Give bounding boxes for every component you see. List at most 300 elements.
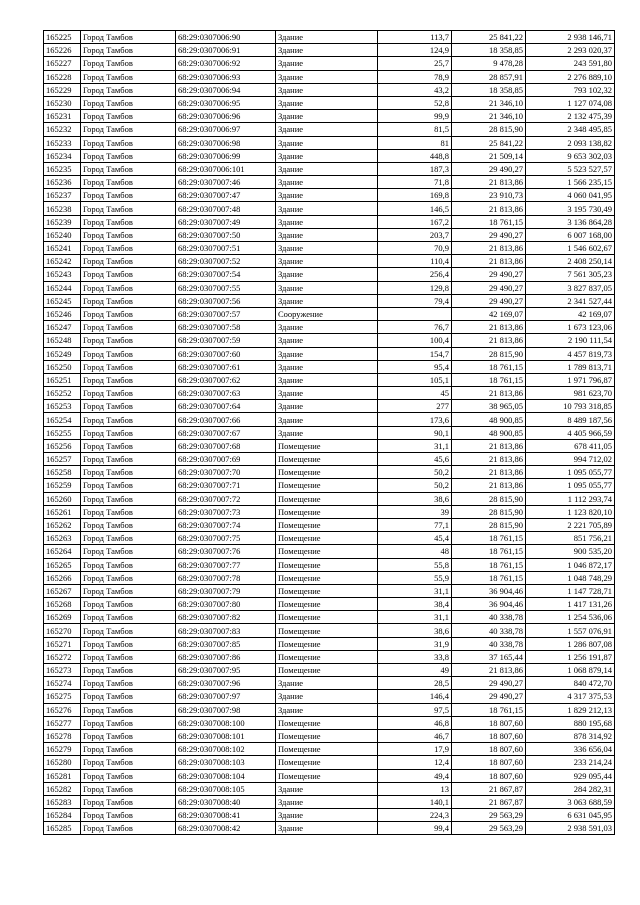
table-row [44, 650, 615, 663]
area-cell: 256,4 [378, 268, 452, 281]
area-cell: 167,2 [378, 215, 452, 228]
area-cell: 277 [378, 400, 452, 413]
object-type-cell: Здание [276, 809, 378, 822]
city-cell: Город Тамбов [81, 70, 176, 83]
city-cell: Город Тамбов [81, 453, 176, 466]
object-type-cell: Здание [276, 268, 378, 281]
cadastral-number-cell: 68:29:0307007:77 [176, 558, 276, 571]
table-row [44, 545, 615, 558]
area-cell: 38,6 [378, 492, 452, 505]
cadastral-value-cell: 4 060 041,95 [526, 189, 615, 202]
row-id: 165243 [44, 268, 81, 281]
area-cell: 49 [378, 664, 452, 677]
area-cell: 43,2 [378, 83, 452, 96]
city-cell: Город Тамбов [81, 729, 176, 742]
table-row [44, 96, 615, 109]
unit-price-cell: 21 813,86 [452, 334, 526, 347]
object-type-cell: Помещение [276, 769, 378, 782]
cadastral-number-cell: 68:29:0307007:47 [176, 189, 276, 202]
row-id: 165281 [44, 769, 81, 782]
area-cell: 124,9 [378, 44, 452, 57]
city-cell: Город Тамбов [81, 782, 176, 795]
row-id: 165271 [44, 637, 81, 650]
object-type-cell: Помещение [276, 545, 378, 558]
area-cell: 50,2 [378, 466, 452, 479]
unit-price-cell: 18 807,60 [452, 756, 526, 769]
area-cell: 187,3 [378, 162, 452, 175]
city-cell: Город Тамбов [81, 822, 176, 835]
area-cell: 45 [378, 387, 452, 400]
city-cell: Город Тамбов [81, 321, 176, 334]
area-cell: 76,7 [378, 321, 452, 334]
row-id: 165239 [44, 215, 81, 228]
object-type-cell: Здание [276, 110, 378, 123]
city-cell: Город Тамбов [81, 31, 176, 44]
table-row [44, 611, 615, 624]
row-id: 165277 [44, 716, 81, 729]
unit-price-cell: 29 490,27 [452, 268, 526, 281]
city-cell: Город Тамбов [81, 650, 176, 663]
row-id: 165279 [44, 743, 81, 756]
city-cell: Город Тамбов [81, 268, 176, 281]
table-row [44, 782, 615, 795]
row-id: 165263 [44, 532, 81, 545]
object-type-cell: Помещение [276, 532, 378, 545]
city-cell: Город Тамбов [81, 439, 176, 452]
cadastral-value-cell: 1 789 813,71 [526, 360, 615, 373]
table-row [44, 413, 615, 426]
object-type-cell: Здание [276, 281, 378, 294]
unit-price-cell: 28 815,90 [452, 347, 526, 360]
object-type-cell: Здание [276, 70, 378, 83]
row-id: 165252 [44, 387, 81, 400]
area-cell: 31,9 [378, 637, 452, 650]
table-row [44, 809, 615, 822]
row-id: 165235 [44, 162, 81, 175]
row-id: 165254 [44, 413, 81, 426]
row-id: 165258 [44, 466, 81, 479]
cadastral-number-cell: 68:29:0307007:69 [176, 453, 276, 466]
cadastral-number-cell: 68:29:0307007:46 [176, 176, 276, 189]
cadastral-value-cell: 2 938 591,03 [526, 822, 615, 835]
unit-price-cell: 18 761,15 [452, 215, 526, 228]
cadastral-number-cell: 68:29:0307008:41 [176, 809, 276, 822]
city-cell: Город Тамбов [81, 110, 176, 123]
table-row [44, 690, 615, 703]
row-id: 165278 [44, 729, 81, 742]
area-cell: 95,4 [378, 360, 452, 373]
document-page [43, 30, 615, 835]
unit-price-cell: 29 563,29 [452, 809, 526, 822]
object-type-cell: Здание [276, 57, 378, 70]
area-cell: 33,8 [378, 650, 452, 663]
table-row [44, 294, 615, 307]
row-id: 165257 [44, 453, 81, 466]
cadastral-value-cell: 678 411,05 [526, 439, 615, 452]
table-row [44, 321, 615, 334]
cadastral-value-cell: 880 195,68 [526, 716, 615, 729]
row-id: 165245 [44, 294, 81, 307]
table-row [44, 360, 615, 373]
row-id: 165280 [44, 756, 81, 769]
object-type-cell: Здание [276, 360, 378, 373]
table-row [44, 453, 615, 466]
object-type-cell: Здание [276, 96, 378, 109]
cadastral-number-cell: 68:29:0307008:100 [176, 716, 276, 729]
unit-price-cell: 21 813,86 [452, 202, 526, 215]
cadastral-number-cell: 68:29:0307007:48 [176, 202, 276, 215]
city-cell: Город Тамбов [81, 281, 176, 294]
table-row [44, 492, 615, 505]
unit-price-cell: 18 761,15 [452, 571, 526, 584]
city-cell: Город Тамбов [81, 584, 176, 597]
cadastral-value-cell: 5 523 527,57 [526, 162, 615, 175]
cadastral-number-cell: 68:29:0307006:98 [176, 136, 276, 149]
cadastral-number-cell: 68:29:0307006:90 [176, 31, 276, 44]
row-id: 165283 [44, 795, 81, 808]
row-id: 165225 [44, 31, 81, 44]
cadastral-number-cell: 68:29:0307006:92 [176, 57, 276, 70]
cadastral-value-cell: 2 938 146,71 [526, 31, 615, 44]
cadastral-number-cell: 68:29:0307007:62 [176, 373, 276, 386]
area-cell: 38,6 [378, 624, 452, 637]
city-cell: Город Тамбов [81, 703, 176, 716]
object-type-cell: Здание [276, 255, 378, 268]
city-cell: Город Тамбов [81, 123, 176, 136]
object-type-cell: Помещение [276, 743, 378, 756]
row-id: 165285 [44, 822, 81, 835]
unit-price-cell: 9 478,28 [452, 57, 526, 70]
object-type-cell: Здание [276, 242, 378, 255]
cadastral-value-cell: 3 195 730,49 [526, 202, 615, 215]
object-type-cell: Здание [276, 795, 378, 808]
city-cell: Город Тамбов [81, 624, 176, 637]
area-cell: 99,9 [378, 110, 452, 123]
table-row [44, 769, 615, 782]
cadastral-number-cell: 68:29:0307007:64 [176, 400, 276, 413]
cadastral-number-cell: 68:29:0307008:42 [176, 822, 276, 835]
row-id: 165232 [44, 123, 81, 136]
object-type-cell: Помещение [276, 650, 378, 663]
cadastral-value-cell: 6 631 045,95 [526, 809, 615, 822]
object-type-cell: Помещение [276, 453, 378, 466]
row-id: 165233 [44, 136, 81, 149]
area-cell: 203,7 [378, 228, 452, 241]
table-row [44, 373, 615, 386]
area-cell: 97,5 [378, 703, 452, 716]
row-id: 165273 [44, 664, 81, 677]
area-cell: 52,8 [378, 96, 452, 109]
unit-price-cell: 29 490,27 [452, 228, 526, 241]
area-cell: 173,6 [378, 413, 452, 426]
cadastral-number-cell: 68:29:0307007:56 [176, 294, 276, 307]
object-type-cell: Здание [276, 400, 378, 413]
cadastral-value-cell: 1 971 796,87 [526, 373, 615, 386]
cadastral-value-cell: 2 093 138,82 [526, 136, 615, 149]
row-id: 165231 [44, 110, 81, 123]
unit-price-cell: 28 815,90 [452, 492, 526, 505]
unit-price-cell: 18 761,15 [452, 545, 526, 558]
cadastral-number-cell: 68:29:0307007:70 [176, 466, 276, 479]
row-id: 165275 [44, 690, 81, 703]
row-id: 165259 [44, 479, 81, 492]
cadastral-number-cell: 68:29:0307007:49 [176, 215, 276, 228]
area-cell: 12,4 [378, 756, 452, 769]
area-cell: 146,4 [378, 690, 452, 703]
area-cell: 90,1 [378, 426, 452, 439]
area-cell: 146,5 [378, 202, 452, 215]
table-row [44, 255, 615, 268]
unit-price-cell: 29 490,27 [452, 677, 526, 690]
object-type-cell: Здание [276, 690, 378, 703]
unit-price-cell: 18 807,60 [452, 729, 526, 742]
area-cell: 55,8 [378, 558, 452, 571]
cadastral-number-cell: 68:29:0307007:66 [176, 413, 276, 426]
cadastral-number-cell: 68:29:0307007:97 [176, 690, 276, 703]
unit-price-cell: 29 490,27 [452, 294, 526, 307]
cadastral-value-cell: 1 557 076,91 [526, 624, 615, 637]
cadastral-value-cell: 1 123 820,10 [526, 505, 615, 518]
unit-price-cell: 18 761,15 [452, 532, 526, 545]
row-id: 165268 [44, 598, 81, 611]
city-cell: Город Тамбов [81, 255, 176, 268]
city-cell: Город Тамбов [81, 44, 176, 57]
city-cell: Город Тамбов [81, 83, 176, 96]
cadastral-value-cell: 1 286 807,08 [526, 637, 615, 650]
area-cell: 77,1 [378, 518, 452, 531]
area-cell: 31,1 [378, 439, 452, 452]
unit-price-cell: 18 358,85 [452, 44, 526, 57]
row-id: 165274 [44, 677, 81, 690]
cadastral-value-cell: 336 656,04 [526, 743, 615, 756]
row-id: 165282 [44, 782, 81, 795]
area-cell: 129,8 [378, 281, 452, 294]
city-cell: Город Тамбов [81, 294, 176, 307]
cadastral-value-cell: 1 829 212,13 [526, 703, 615, 716]
row-id: 165242 [44, 255, 81, 268]
row-id: 165267 [44, 584, 81, 597]
cadastral-value-cell: 840 472,70 [526, 677, 615, 690]
table-row [44, 347, 615, 360]
cadastral-value-cell: 994 712,02 [526, 453, 615, 466]
area-cell: 45,6 [378, 453, 452, 466]
cadastral-value-table [43, 30, 615, 835]
object-type-cell: Здание [276, 347, 378, 360]
row-id: 165255 [44, 426, 81, 439]
city-cell: Город Тамбов [81, 96, 176, 109]
cadastral-number-cell: 68:29:0307007:74 [176, 518, 276, 531]
cadastral-value-cell: 1 254 536,06 [526, 611, 615, 624]
row-id: 165272 [44, 650, 81, 663]
area-cell: 154,7 [378, 347, 452, 360]
object-type-cell: Помещение [276, 492, 378, 505]
cadastral-value-cell: 3 136 864,28 [526, 215, 615, 228]
cadastral-number-cell: 68:29:0307007:73 [176, 505, 276, 518]
row-id: 165237 [44, 189, 81, 202]
cadastral-value-cell: 2 348 495,85 [526, 123, 615, 136]
unit-price-cell: 28 815,90 [452, 518, 526, 531]
table-row [44, 466, 615, 479]
object-type-cell: Помещение [276, 664, 378, 677]
city-cell: Город Тамбов [81, 716, 176, 729]
cadastral-number-cell: 68:29:0307007:51 [176, 242, 276, 255]
unit-price-cell: 29 490,27 [452, 281, 526, 294]
table-row [44, 57, 615, 70]
unit-price-cell: 21 813,86 [452, 387, 526, 400]
unit-price-cell: 21 813,86 [452, 242, 526, 255]
cadastral-value-cell: 233 214,24 [526, 756, 615, 769]
cadastral-number-cell: 68:29:0307006:93 [176, 70, 276, 83]
area-cell: 110,4 [378, 255, 452, 268]
cadastral-value-cell: 2 190 111,54 [526, 334, 615, 347]
city-cell: Город Тамбов [81, 690, 176, 703]
row-id: 165270 [44, 624, 81, 637]
city-cell: Город Тамбов [81, 136, 176, 149]
table-row [44, 822, 615, 835]
cadastral-number-cell: 68:29:0307007:58 [176, 321, 276, 334]
cadastral-value-cell: 981 623,70 [526, 387, 615, 400]
area-cell: 46,7 [378, 729, 452, 742]
area-cell: 46,8 [378, 716, 452, 729]
table-row [44, 479, 615, 492]
unit-price-cell: 18 761,15 [452, 703, 526, 716]
city-cell: Город Тамбов [81, 373, 176, 386]
area-cell [378, 307, 452, 320]
cadastral-number-cell: 68:29:0307008:102 [176, 743, 276, 756]
table-row [44, 307, 615, 320]
area-cell: 169,8 [378, 189, 452, 202]
cadastral-value-cell: 1 127 074,08 [526, 96, 615, 109]
table-row [44, 162, 615, 175]
unit-price-cell: 21 813,86 [452, 466, 526, 479]
table-row [44, 242, 615, 255]
object-type-cell: Здание [276, 334, 378, 347]
cadastral-value-cell: 1 546 602,67 [526, 242, 615, 255]
cadastral-number-cell: 68:29:0307007:83 [176, 624, 276, 637]
city-cell: Город Тамбов [81, 307, 176, 320]
cadastral-value-cell: 9 653 302,03 [526, 149, 615, 162]
object-type-cell: Помещение [276, 598, 378, 611]
row-id: 165236 [44, 176, 81, 189]
unit-price-cell: 42 169,07 [452, 307, 526, 320]
table-row [44, 426, 615, 439]
object-type-cell: Здание [276, 387, 378, 400]
object-type-cell: Помещение [276, 466, 378, 479]
city-cell: Город Тамбов [81, 518, 176, 531]
cadastral-number-cell: 68:29:0307006:97 [176, 123, 276, 136]
unit-price-cell: 48 900,85 [452, 426, 526, 439]
object-type-cell: Здание [276, 426, 378, 439]
cadastral-value-cell: 243 591,80 [526, 57, 615, 70]
unit-price-cell: 37 165,44 [452, 650, 526, 663]
unit-price-cell: 21 813,86 [452, 453, 526, 466]
object-type-cell: Помещение [276, 479, 378, 492]
cadastral-number-cell: 68:29:0307007:95 [176, 664, 276, 677]
cadastral-number-cell: 68:29:0307007:60 [176, 347, 276, 360]
city-cell: Город Тамбов [81, 360, 176, 373]
area-cell: 140,1 [378, 795, 452, 808]
table-row [44, 387, 615, 400]
table-row [44, 532, 615, 545]
object-type-cell: Помещение [276, 611, 378, 624]
table-body [44, 31, 615, 835]
row-id: 165269 [44, 611, 81, 624]
cadastral-value-cell: 1 566 235,15 [526, 176, 615, 189]
cadastral-number-cell: 68:29:0307008:105 [176, 782, 276, 795]
area-cell: 39 [378, 505, 452, 518]
area-cell: 55,9 [378, 571, 452, 584]
unit-price-cell: 21 346,10 [452, 96, 526, 109]
cadastral-number-cell: 68:29:0307008:101 [176, 729, 276, 742]
city-cell: Город Тамбов [81, 795, 176, 808]
row-id: 165229 [44, 83, 81, 96]
table-row [44, 149, 615, 162]
row-id: 165262 [44, 518, 81, 531]
cadastral-number-cell: 68:29:0307006:95 [176, 96, 276, 109]
cadastral-number-cell: 68:29:0307007:50 [176, 228, 276, 241]
row-id: 165264 [44, 545, 81, 558]
cadastral-number-cell: 68:29:0307007:67 [176, 426, 276, 439]
unit-price-cell: 23 910,73 [452, 189, 526, 202]
table-row [44, 795, 615, 808]
row-id: 165266 [44, 571, 81, 584]
area-cell: 79,4 [378, 294, 452, 307]
object-type-cell: Здание [276, 822, 378, 835]
cadastral-value-cell: 3 827 837,05 [526, 281, 615, 294]
table-row [44, 83, 615, 96]
area-cell: 105,1 [378, 373, 452, 386]
city-cell: Город Тамбов [81, 611, 176, 624]
row-id: 165253 [44, 400, 81, 413]
cadastral-number-cell: 68:29:0307007:80 [176, 598, 276, 611]
cadastral-number-cell: 68:29:0307007:72 [176, 492, 276, 505]
cadastral-value-cell: 929 095,44 [526, 769, 615, 782]
unit-price-cell: 28 857,91 [452, 70, 526, 83]
object-type-cell: Здание [276, 202, 378, 215]
cadastral-value-cell: 2 408 250,14 [526, 255, 615, 268]
unit-price-cell: 21 509,14 [452, 149, 526, 162]
table-row [44, 571, 615, 584]
cadastral-number-cell: 68:29:0307008:103 [176, 756, 276, 769]
row-id: 165251 [44, 373, 81, 386]
city-cell: Город Тамбов [81, 743, 176, 756]
row-id: 165246 [44, 307, 81, 320]
unit-price-cell: 18 761,15 [452, 558, 526, 571]
cadastral-value-cell: 900 535,20 [526, 545, 615, 558]
unit-price-cell: 18 807,60 [452, 743, 526, 756]
area-cell: 71,8 [378, 176, 452, 189]
table-row [44, 624, 615, 637]
object-type-cell: Помещение [276, 518, 378, 531]
cadastral-value-cell: 1 112 293,74 [526, 492, 615, 505]
city-cell: Город Тамбов [81, 545, 176, 558]
area-cell: 38,4 [378, 598, 452, 611]
unit-price-cell: 36 904,46 [452, 584, 526, 597]
cadastral-value-cell: 1 147 728,71 [526, 584, 615, 597]
cadastral-number-cell: 68:29:0307007:76 [176, 545, 276, 558]
area-cell: 13 [378, 782, 452, 795]
object-type-cell: Здание [276, 782, 378, 795]
unit-price-cell: 21 813,86 [452, 439, 526, 452]
object-type-cell: Здание [276, 215, 378, 228]
row-id: 165244 [44, 281, 81, 294]
row-id: 165250 [44, 360, 81, 373]
object-type-cell: Помещение [276, 756, 378, 769]
table-row [44, 584, 615, 597]
area-cell: 49,4 [378, 769, 452, 782]
city-cell: Город Тамбов [81, 492, 176, 505]
cadastral-number-cell: 68:29:0307007:85 [176, 637, 276, 650]
